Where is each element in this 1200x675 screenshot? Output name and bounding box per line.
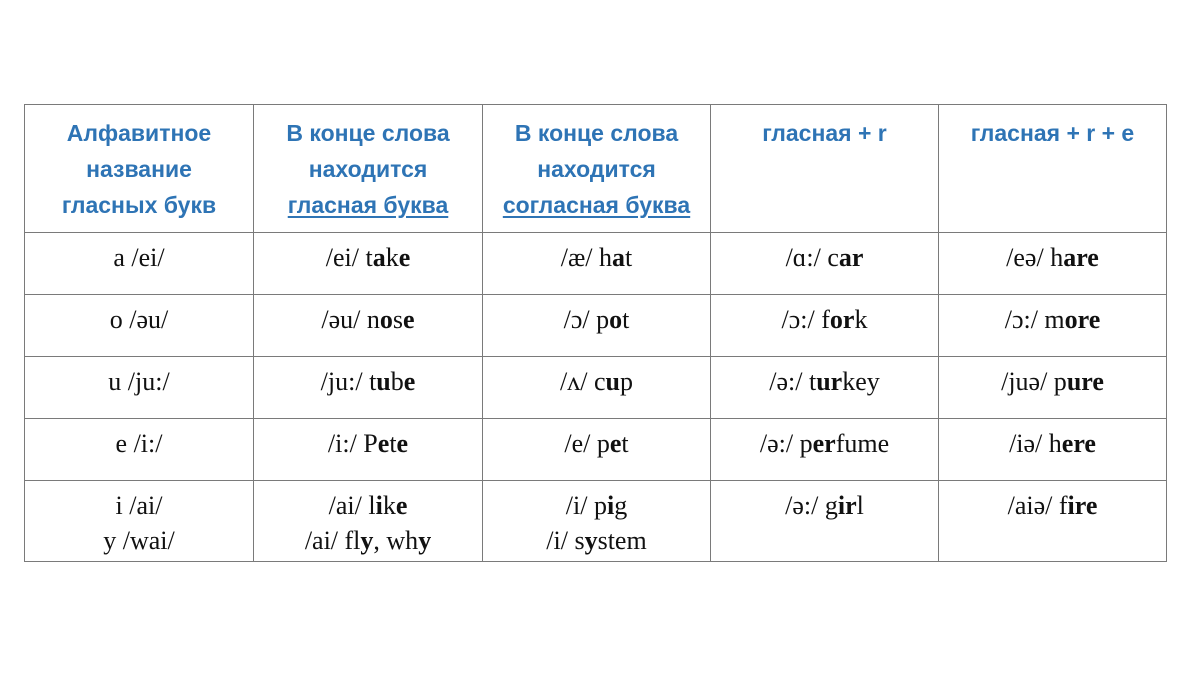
- cell-line: [711, 426, 938, 461]
- cell-line: [254, 426, 482, 461]
- header-line: гласная буква: [287, 192, 449, 218]
- highlighted-letters: e: [395, 491, 408, 520]
- text-segment: /i:/ P: [327, 429, 378, 458]
- highlighted-letters: u: [605, 367, 620, 396]
- table-cell: [254, 295, 483, 357]
- text-segment: u /ju:/: [108, 367, 170, 396]
- text-segment: /juə/ p: [1001, 367, 1067, 396]
- text-segment: /ʌ/ c: [560, 367, 606, 396]
- highlighted-letters: a: [612, 243, 626, 272]
- table-body: [25, 233, 1167, 562]
- cell-line: [25, 488, 253, 523]
- table-row: [25, 233, 1167, 295]
- cell-line: [254, 523, 482, 558]
- cell-line: [483, 240, 710, 275]
- text-segment: k: [382, 491, 396, 520]
- table-cell: [25, 419, 254, 481]
- cell-line: [254, 240, 482, 275]
- header-row: [25, 105, 1167, 233]
- text-segment: /ai/ fl: [304, 526, 361, 555]
- highlighted-letters: y: [418, 526, 432, 555]
- highlighted-letters: u: [376, 367, 391, 396]
- text-segment: /ɑ:/ c: [785, 243, 839, 272]
- table-cell: [254, 357, 483, 419]
- text-segment: /ai/ l: [328, 491, 376, 520]
- header-cell: [711, 105, 939, 233]
- highlighted-letters: y: [360, 526, 374, 555]
- cell-line: [939, 240, 1166, 275]
- highlighted-letters: e: [398, 243, 411, 272]
- text-segment: , wh: [373, 526, 419, 555]
- header-cell: [483, 105, 711, 233]
- cell-line: [25, 240, 253, 275]
- table-cell: [711, 419, 939, 481]
- text-segment: /æ/ h: [560, 243, 613, 272]
- table-cell: [711, 357, 939, 419]
- text-segment: t: [625, 243, 633, 272]
- text-segment: /i/ s: [546, 526, 585, 555]
- text-segment: /ə:/ t: [769, 367, 817, 396]
- text-segment: /ɔ:/ m: [1004, 305, 1065, 334]
- highlighted-letters: ire: [1067, 491, 1098, 520]
- text-segment: a /ei/: [113, 243, 165, 272]
- cell-line: [254, 364, 482, 399]
- table-cell: [711, 295, 939, 357]
- text-segment: /e/ p: [564, 429, 610, 458]
- text-segment: /ə:/ g: [785, 491, 838, 520]
- cell-line: [483, 523, 710, 558]
- text-segment: t: [622, 305, 630, 334]
- highlighted-letters: or: [829, 305, 855, 334]
- cell-line: [25, 302, 253, 337]
- text-segment: stem: [597, 526, 647, 555]
- highlighted-letters: e: [377, 429, 390, 458]
- table-cell: [939, 295, 1167, 357]
- header-cell: [25, 105, 254, 233]
- highlighted-letters: er: [812, 429, 836, 458]
- text-segment: /ju:/ t: [320, 367, 377, 396]
- cell-line: [25, 523, 253, 558]
- text-segment: y /wai/: [103, 526, 175, 555]
- highlighted-letters: e: [396, 429, 409, 458]
- text-segment: /eə/ h: [1006, 243, 1064, 272]
- cell-line: [939, 426, 1166, 461]
- highlighted-letters: e: [403, 367, 416, 396]
- highlighted-letters: y: [584, 526, 598, 555]
- cell-line: [939, 364, 1166, 399]
- cell-line: [711, 302, 938, 337]
- cell-line: [254, 488, 482, 523]
- text-segment: b: [390, 367, 404, 396]
- cell-line: [483, 302, 710, 337]
- cell-line: [254, 302, 482, 337]
- header-line: Алфавитное: [66, 120, 212, 146]
- table-cell: [483, 419, 711, 481]
- header-line: гласная + r + e: [970, 120, 1135, 146]
- highlighted-letters: ur: [816, 367, 843, 396]
- text-segment: k: [385, 243, 399, 272]
- header-line: гласная + r: [762, 120, 887, 146]
- text-segment: /aiə/ f: [1007, 491, 1068, 520]
- table-cell: [25, 295, 254, 357]
- highlighted-letters: i: [606, 491, 615, 520]
- table-cell: [483, 481, 711, 562]
- highlighted-letters: ar: [838, 243, 864, 272]
- header-cell: [939, 105, 1167, 233]
- table-cell: [483, 357, 711, 419]
- header-line: находится: [537, 156, 656, 182]
- cell-line: [711, 364, 938, 399]
- text-segment: p: [619, 367, 633, 396]
- text-segment: e /i:/: [115, 429, 163, 458]
- text-segment: key: [842, 367, 880, 396]
- highlighted-letters: e: [609, 429, 622, 458]
- cell-line: [483, 364, 710, 399]
- table-cell: [711, 481, 939, 562]
- text-segment: fume: [835, 429, 890, 458]
- highlighted-letters: ere: [1061, 429, 1096, 458]
- table-cell: [939, 481, 1167, 562]
- text-segment: /ɔ:/ f: [781, 305, 830, 334]
- text-segment: /ɔ/ p: [563, 305, 610, 334]
- table-row: [25, 419, 1167, 481]
- text-segment: /i/ p: [565, 491, 607, 520]
- highlighted-letters: ure: [1066, 367, 1104, 396]
- table-row: [25, 295, 1167, 357]
- text-segment: g: [614, 491, 628, 520]
- cell-line: [483, 426, 710, 461]
- table-cell: [939, 233, 1167, 295]
- highlighted-letters: o: [379, 305, 393, 334]
- highlighted-letters: i: [375, 491, 383, 520]
- table-cell: [25, 357, 254, 419]
- table-cell: [254, 419, 483, 481]
- highlighted-letters: are: [1063, 243, 1099, 272]
- cell-line: [483, 488, 710, 523]
- header-line: В конце слова: [514, 120, 679, 146]
- table-cell: [483, 295, 711, 357]
- cell-line: [939, 302, 1166, 337]
- text-segment: /əu/ n: [321, 305, 380, 334]
- cell-line: [711, 488, 938, 523]
- text-segment: o /əu/: [109, 305, 169, 334]
- header-line: находится: [308, 156, 428, 182]
- header-cell: [254, 105, 483, 233]
- table-row: [25, 481, 1167, 562]
- highlighted-letters: e: [403, 305, 415, 334]
- highlighted-letters: a: [372, 243, 386, 272]
- table-row: [25, 357, 1167, 419]
- highlighted-letters: ir: [837, 491, 857, 520]
- text-segment: /ə:/ p: [759, 429, 813, 458]
- text-segment: /iə/ h: [1009, 429, 1062, 458]
- text-segment: t: [621, 429, 629, 458]
- text-segment: l: [856, 491, 864, 520]
- text-segment: /ei/ t: [325, 243, 373, 272]
- header-line: согласная буква: [502, 192, 691, 218]
- header-line: В конце слова: [286, 120, 450, 146]
- table-cell: [939, 419, 1167, 481]
- table-cell: [25, 233, 254, 295]
- highlighted-letters: o: [609, 305, 623, 334]
- header-line: название: [86, 156, 192, 182]
- cell-line: [25, 426, 253, 461]
- text-segment: s: [392, 305, 404, 334]
- cell-line: [711, 240, 938, 275]
- table-cell: [939, 357, 1167, 419]
- cell-line: [939, 488, 1166, 523]
- table-cell: [254, 233, 483, 295]
- table-cell: [483, 233, 711, 295]
- text-segment: t: [389, 429, 397, 458]
- cell-line: [25, 364, 253, 399]
- table-cell: [711, 233, 939, 295]
- text-segment: k: [854, 305, 868, 334]
- highlighted-letters: ore: [1064, 305, 1101, 334]
- table-cell: [254, 481, 483, 562]
- table-cell: [25, 481, 254, 562]
- header-line: гласных букв: [61, 192, 217, 218]
- text-segment: i /ai/: [115, 491, 163, 520]
- vowel-reading-rules-table: [24, 104, 1167, 562]
